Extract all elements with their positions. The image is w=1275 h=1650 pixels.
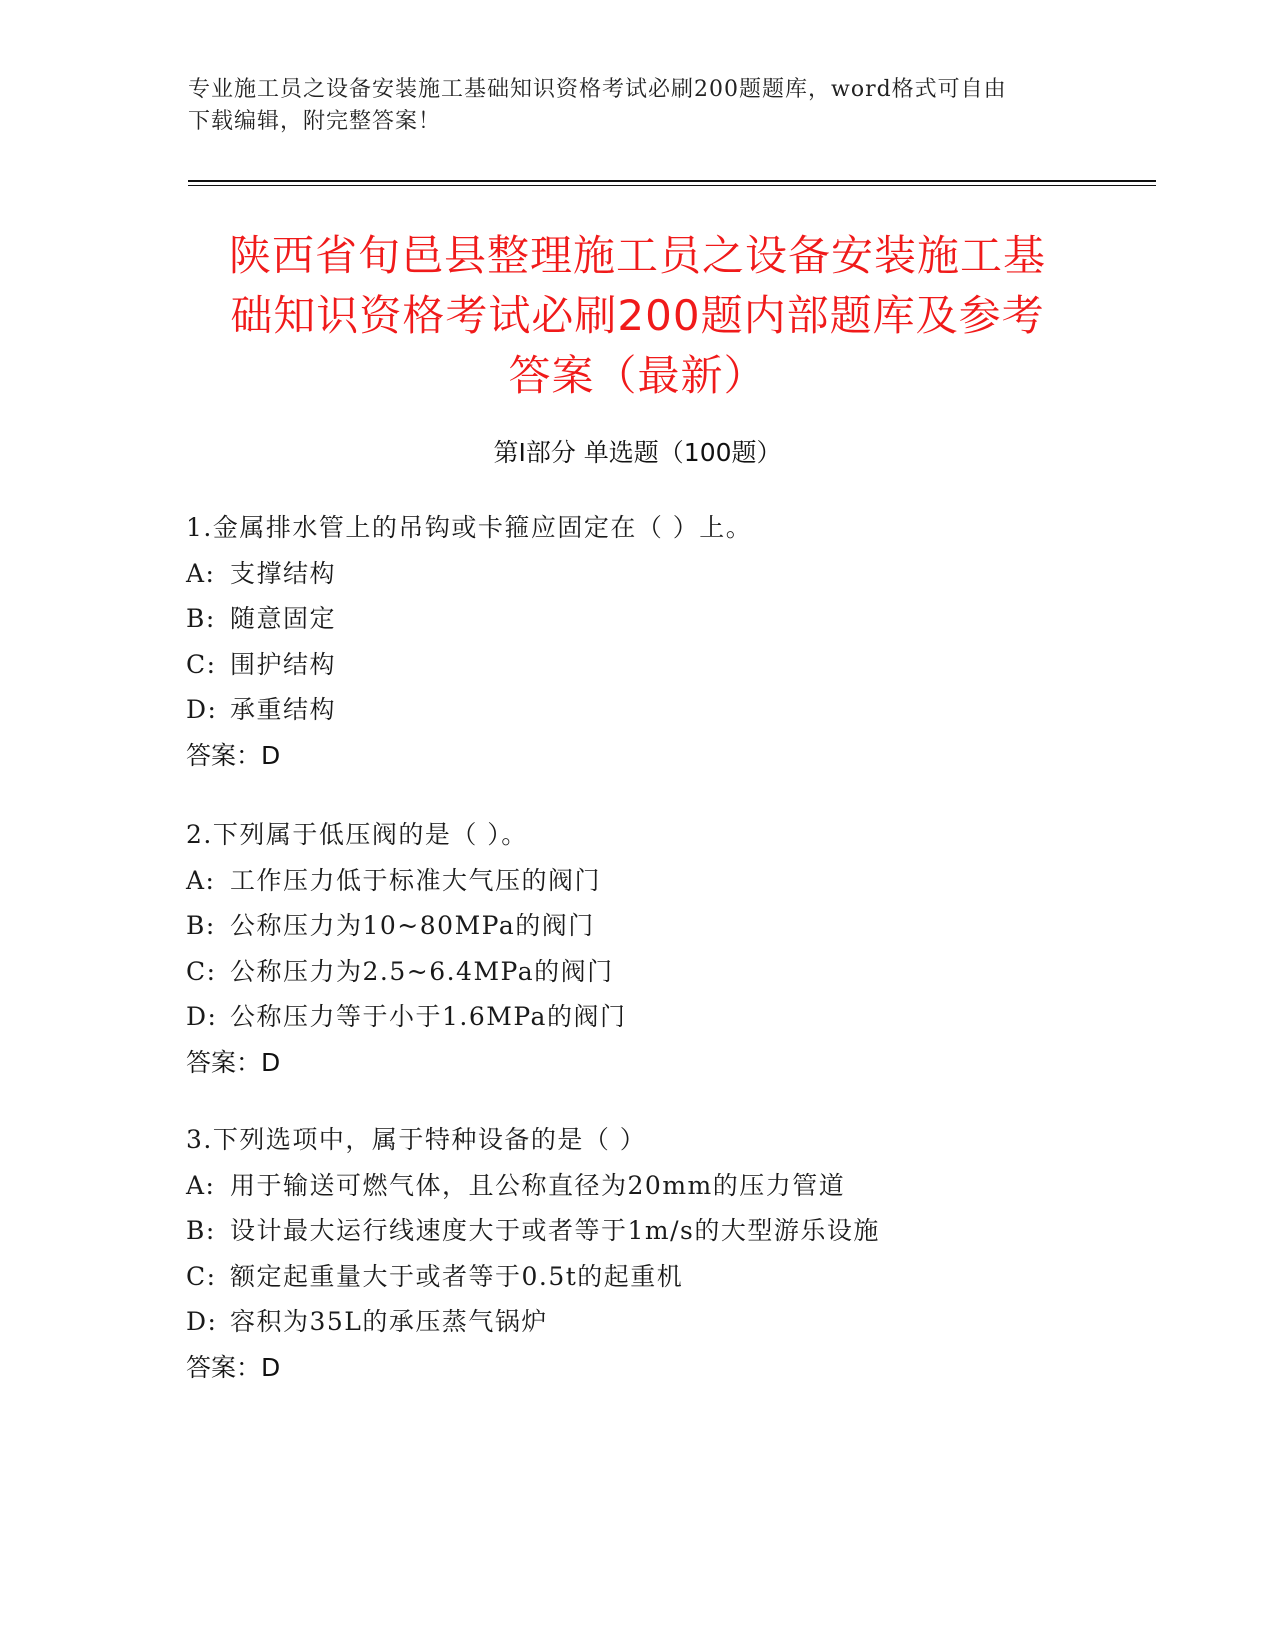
header-note-line-1: 专业施工员之设备安装施工基础知识资格考试必刷200题题库，word格式可自由 [188, 77, 1007, 102]
question-answer: 答案：D [186, 1352, 281, 1382]
document-title-line-2: 础知识资格考试必刷200题内部题库及参考 [230, 291, 1045, 340]
option-text: 额定起重量大于或者等于0.5t的起重机 [230, 1261, 684, 1291]
option-text: 公称压力等于小于1.6MPa的阀门 [230, 1002, 627, 1031]
option-letter: B: [186, 1216, 216, 1245]
option-letter: D: [186, 1307, 218, 1336]
header-divider-thin [188, 185, 1156, 186]
question-option-a [186, 551, 1186, 597]
question-option-c [186, 642, 1186, 688]
question-option-a [186, 858, 1186, 904]
document-title [130, 226, 1145, 406]
question-stem: 3.下列选项中，属于特种设备的是（ ） [186, 1125, 647, 1154]
option-letter: B: [186, 911, 216, 940]
option-letter: D: [186, 1002, 218, 1031]
question-2 [186, 812, 1186, 1085]
question-option-d [186, 687, 1186, 733]
option-letter: B: [186, 604, 216, 633]
option-letter: C: [186, 1261, 217, 1291]
question-option-c [186, 949, 1186, 995]
option-text: 用于输送可燃气体，且公称直径为20mm的压力管道 [230, 1170, 846, 1200]
question-option-d [186, 994, 1186, 1040]
option-text: 设计最大运行线速度大于或者等于1m/s的大型游乐设施 [230, 1216, 880, 1245]
section-title: 第I部分 单选题（100题） [493, 438, 782, 467]
document-title-line-3: 答案（最新） [508, 351, 767, 400]
option-letter: C: [186, 956, 217, 986]
question-option-a [186, 1163, 1186, 1209]
question-option-c [186, 1254, 1186, 1300]
header-note-line-2: 下载编辑，附完整答案！ [188, 109, 442, 134]
option-letter: A: [186, 1170, 216, 1200]
question-answer: 答案：D [186, 740, 281, 770]
question-answer: 答案：D [186, 1047, 281, 1077]
option-text: 容积为35L的承压蒸气锅炉 [230, 1307, 548, 1336]
question-option-b [186, 903, 1186, 949]
option-text: 公称压力为2.5~6.4MPa的阀门 [230, 956, 614, 986]
option-text: 支撑结构 [230, 558, 337, 588]
option-text: 工作压力低于标准大气压的阀门 [230, 865, 602, 895]
option-text: 承重结构 [230, 695, 337, 724]
option-letter: A: [186, 865, 216, 895]
option-text: 公称压力为10~80MPa的阀门 [230, 911, 595, 940]
option-text: 随意固定 [230, 604, 337, 633]
option-letter: C: [186, 649, 217, 679]
question-option-b [186, 596, 1186, 642]
header-note [188, 74, 1088, 138]
question-option-b [186, 1208, 1186, 1254]
question-3 [186, 1117, 1186, 1390]
question-1 [186, 505, 1186, 778]
document-title-line-1: 陕西省旬邑县整理施工员之设备安装施工基 [228, 231, 1046, 280]
option-letter: D: [186, 695, 218, 724]
option-letter: A: [186, 558, 216, 588]
question-stem: 1.金属排水管上的吊钩或卡箍应固定在（ ）上。 [186, 513, 753, 542]
question-stem: 2.下列属于低压阀的是（ ）。 [186, 820, 528, 849]
option-text: 围护结构 [230, 649, 337, 679]
header-divider-thick [188, 180, 1156, 182]
question-option-d [186, 1299, 1186, 1345]
